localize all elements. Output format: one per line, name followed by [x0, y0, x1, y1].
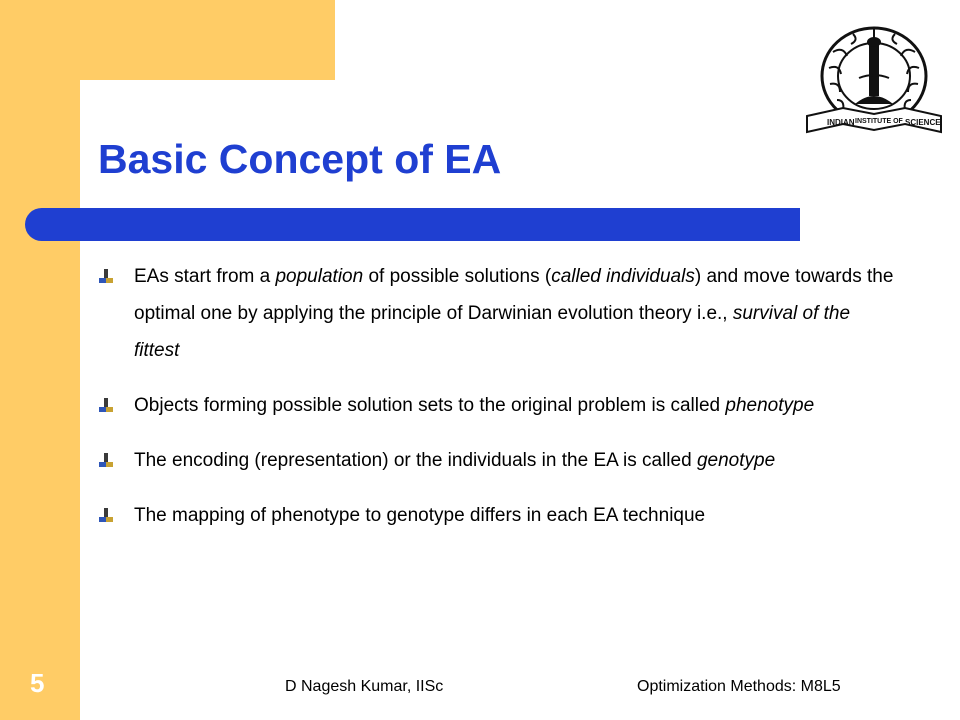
bullet-text-italic: survival of the fittest: [134, 303, 851, 361]
logo-text-left: INDIAN: [827, 118, 855, 127]
bullet-text-italic: population: [275, 266, 364, 287]
bullet-item: [98, 387, 898, 424]
bullet-text-run: Objects forming possible solution sets to the original problem is called: [134, 395, 726, 416]
footer-author: D Nagesh Kumar, IISc: [285, 678, 444, 695]
bullet-item: [98, 442, 898, 479]
bullet-item: [98, 258, 898, 369]
bullet-list: [98, 258, 898, 552]
slide-number: 5: [30, 668, 45, 698]
bullet-text-run: The mapping of phenotype to genotype differs in each EA technique: [134, 505, 706, 526]
footer-course: Optimization Methods: M8L5: [637, 678, 841, 695]
bullet-marker-icon: [98, 268, 114, 284]
bullet-text: [134, 258, 898, 369]
bullet-text-run: The encoding (representation) or the individuals in the EA is called: [134, 450, 697, 471]
bullet-text-italic: genotype: [696, 450, 776, 471]
title-underline-bar: [25, 208, 800, 241]
bullet-text-run: of possible solutions (: [363, 266, 552, 287]
top-decoration-bar: [0, 0, 335, 80]
slide-title: Basic Concept of EA: [98, 136, 502, 182]
bullet-text: [134, 497, 898, 534]
bullet-item: [98, 497, 898, 534]
iisc-emblem-icon: [793, 22, 955, 140]
bullet-marker-icon: [98, 397, 114, 413]
bullet-marker-icon: [98, 452, 114, 468]
bullet-text-italic: phenotype: [725, 395, 815, 416]
left-decoration-bar: [0, 0, 80, 720]
bullet-text-italic: called individuals: [551, 266, 695, 287]
bullet-marker-icon: [98, 507, 114, 523]
bullet-text-run: EAs start from a: [134, 266, 276, 287]
logo-text-right: SCIENCE: [905, 118, 941, 127]
logo-text-mid: INSTITUTE OF: [855, 118, 903, 125]
bullet-text: [134, 387, 898, 424]
bullet-text-run: ) and move towards the optimal one by applying the principle of Darwinian evolution theory i.e.,: [134, 266, 894, 324]
bullet-text: [134, 442, 898, 479]
